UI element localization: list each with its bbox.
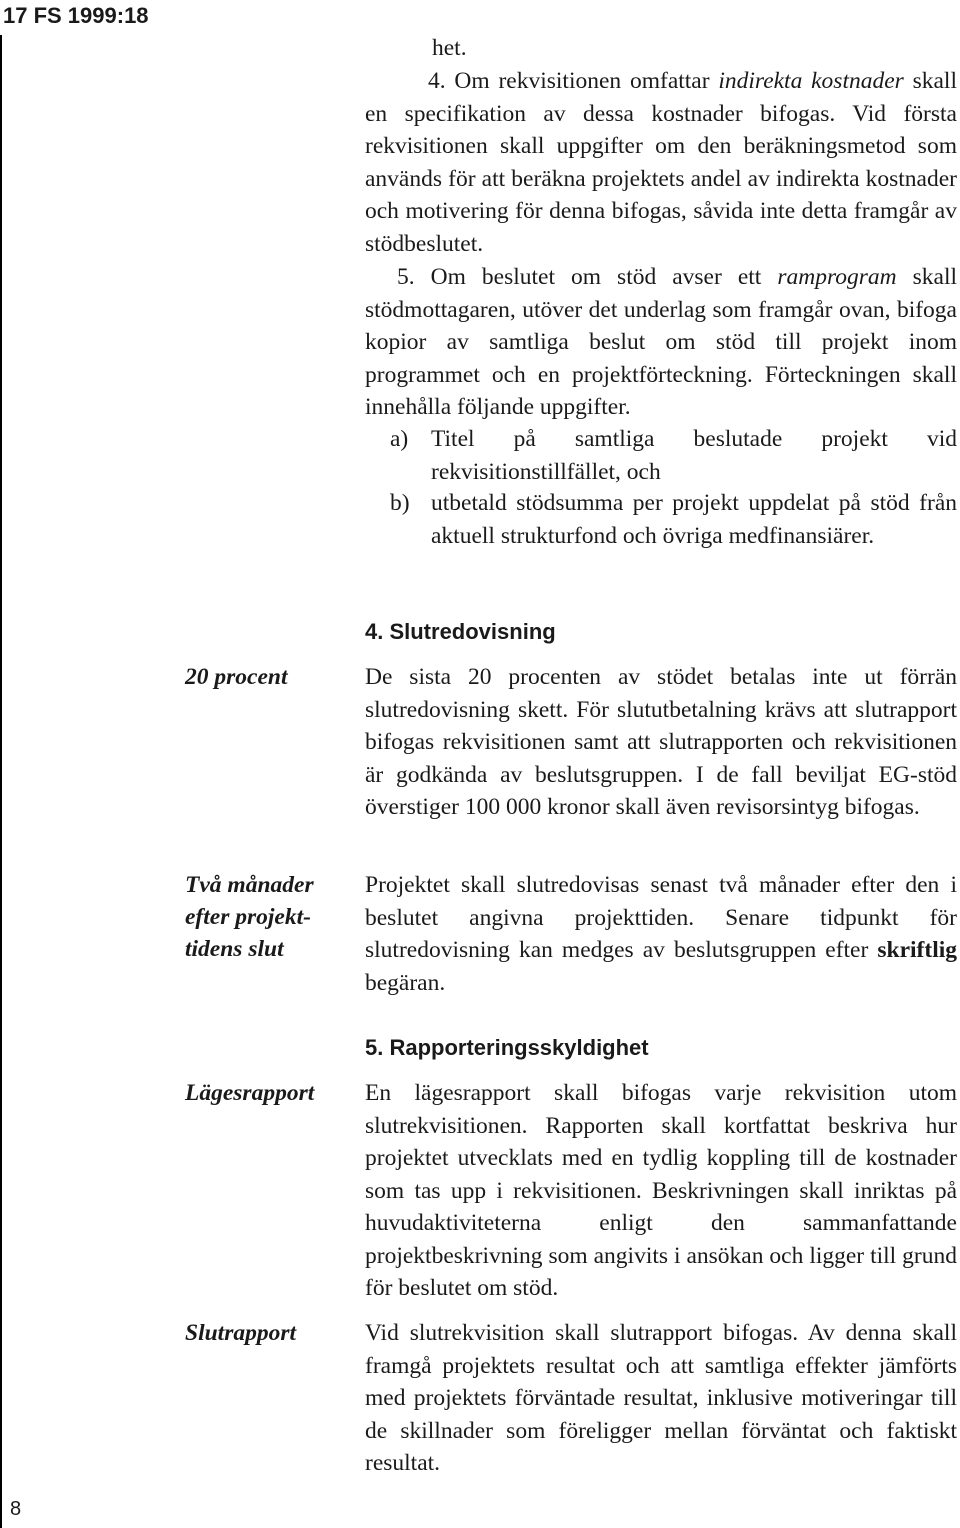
sub-item-b xyxy=(390,487,957,552)
margin-rule xyxy=(0,35,2,1528)
sub-item-a-text: Titel på samtliga beslutade projekt vid rekvisitionstillfället, och xyxy=(431,426,957,485)
section-heading-slutredovisning: 4. Slutredovisning xyxy=(365,619,556,644)
margin-note-lagesrapport: Lägesrapport xyxy=(185,1080,315,1106)
document-header: 17 FS 1999:18 xyxy=(3,3,149,28)
paragraph-slutrapport: Vid slutrekvisition skall slutrapport bifogas. Av denna skall framgå projektets resultat och att samtliga effekter jämförts med projektets förväntade resultat, inklusive motiveringar till de skillnader som föreligger mellan förväntat och faktiskt resultat. xyxy=(365,1320,957,1476)
sub-item-a-label: a) xyxy=(390,426,409,452)
list-item-4-text: 4. Om rekvisitionen omfattar indirekta kostnader skall en specifikation av dessa kostnader bifogas. Vid första rekvisitionen skall uppgifter om den beräkningsmetod som används för att beräkna projektets andel av indirekta kostnader och motivering för denna bifogas, såvida inte detta framgår av stödbeslutet. xyxy=(365,68,957,257)
list-item-5-number: 5. xyxy=(397,264,415,290)
emphasis: ramprogram xyxy=(777,264,897,290)
sub-item-b-label: b) xyxy=(390,490,410,516)
list-item-4-number: 4. xyxy=(428,68,446,94)
paragraph-lagesrapport: En lägesrapport skall bifogas varje rekvisition utom slutrekvisitionen. Rapporten skall kortfattat beskriva hur projektet utvecklats med en tydlig koppling till de kostnader som tas upp i rekvisitionen. Beskrivningen skall inriktas på huvudaktiviteterna enligt den sammanfattande projektbeskrivning som angivits i ansökan och ligger till grund för beslutet om stöd. xyxy=(365,1080,957,1301)
continuation-text: het. xyxy=(432,35,467,61)
sub-item-b-text: utbetald stödsumma per projekt uppdelat på stöd från aktuell strukturfond och övriga medfinansiärer. xyxy=(431,490,957,549)
paragraph-tva-manader: Projektet skall slutredovisas senast två månader efter den i beslutet angivna projekttiden. Senare tidpunkt för slutredovisning kan medges av beslutsgruppen efter skriftlig begäran. xyxy=(365,872,958,996)
list-item-4 xyxy=(365,65,957,260)
list-item-5 xyxy=(365,261,957,424)
list-item-5-text: 5. Om beslutet om stöd avser ett ramprogram skall stödmottagaren, utöver det underlag som framgår ovan, bifoga kopior av samtliga beslut om stöd till projekt inom programmet och en projektförteckning. Förteckningen skall innehålla följande uppgifter. xyxy=(365,264,958,420)
emphasis: indirekta kostnader xyxy=(718,68,904,94)
page-number: 8 xyxy=(10,1498,22,1520)
section-heading-rapporteringsskyldighet: 5. Rapporteringsskyldighet xyxy=(365,1035,649,1060)
bold-term: skriftlig xyxy=(877,937,958,963)
margin-note-tva-manader: Två månader efter projekt- tidens slut xyxy=(185,872,314,962)
paragraph-20-procent: De sista 20 procenten av stödet betalas inte ut förrän slutredovisning skett. För slututbetalning krävs att slutrapport bifogas rekvisitionen samt att slutrapporten och rekvisitionen är godkända av beslutsgruppen. I de fall beviljat EG-stöd överstiger 100 000 kronor skall även revisorsintyg bifogas. xyxy=(365,664,957,820)
sub-item-a xyxy=(390,423,957,488)
margin-note-20-procent: 20 procent xyxy=(185,664,288,690)
margin-note-slutrapport: Slutrapport xyxy=(185,1320,297,1346)
